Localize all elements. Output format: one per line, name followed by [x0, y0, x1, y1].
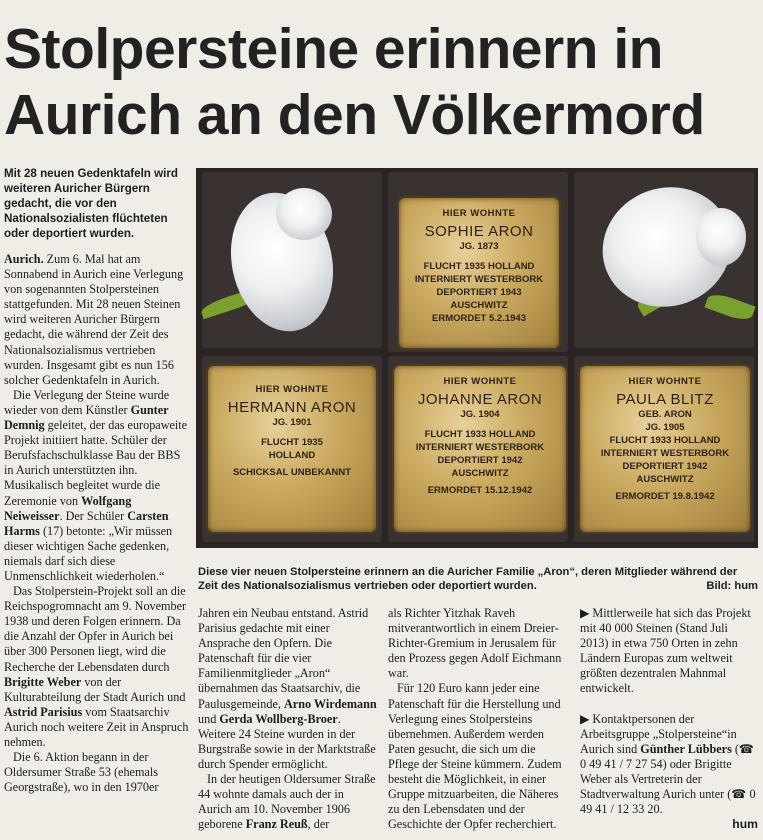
article-column-4 [580, 606, 758, 832]
stolperstein-hermann-aron: HIER WOHNTE HERMANN ARON JG. 1901 FLUCHT 1935 HOLLAND SCHICKSAL UNBEKANNT [208, 366, 376, 532]
article-paragraph: Aurich. Zum 6. Mal hat am Sonnabend in Aurich eine Verlegung von sogenannten Stolpersteinen stattgefunden. Mit 28 neuen Steinen wird weiteren Auricher Bürgern gedacht, die während der Zeit des Nationalsozialismus vertrieben wurden. Insgesamt gibt es nun 156 solcher Gedenktafeln in Aurich. [4, 252, 184, 387]
headline [4, 16, 756, 148]
article-column-3 [388, 606, 566, 832]
stolperstein-sophie-aron: HIER WOHNTE SOPHIE ARON JG. 1873 FLUCHT 1935 HOLLAND INTERNIERT WESTERBORK DEPORTIERT 1943 AUSCHWITZ ERMORDET 5.2.1943 [399, 198, 559, 348]
white-rose-right-petal [696, 208, 746, 266]
info-paragraph: ▶ Mittlerweile hat sich das Projekt mit 40 000 Steinen (Stand Juli 2013) in etwa 750 Orten in zehn Ländern Europas zum weltweit größten dezentralen Mahnmal entwickelt. [580, 606, 751, 696]
dateline: Aurich. [4, 252, 44, 266]
article-column-2 [198, 606, 380, 832]
photo-caption [198, 565, 758, 594]
article-paragraph: Die 6. Aktion begann in der Oldersumer Straße 53 (ehemals Georgstraße), wo in den 1970er [4, 750, 159, 795]
article-paragraph: Das Stolperstein-Projekt soll an die Reichspogromnacht am 9. November 1938 und deren Folgen erinnern. Da die Anzahl der Opfer in Aurich bei über 300 Personen liegt, wird die Recherche der Lebensdaten durch Brigitte Weber von der Kulturabteilung der Stadt Aurich und Astrid Parisius vom Staatsarchiv Aurich noch weitere Zeit in Anspruch nehmen. [4, 584, 189, 749]
article-paragraph: In der heutigen Oldersumer Straße 44 wohnte damals auch der in Aurich am 10. November 1906 geborene Franz Reuß, der [198, 772, 376, 832]
article-paragraph: Die Verlegung der Steine wurde wieder von dem Künstler Gunter Demnig geleitet, der das europaweite Projekt initiiert hatte. Schüler der Berufsfachschulklasse Bau der BBS in Aurich unterstützten ihn. Musikalisch begleitet wurde die Zeremonie von Wolfgang Neiweisser. Der Schüler Carsten Harms (17) betonte: „Wir müssen dieser wichtigen Sache gedenken, niemals darf sich diese Unmenschlichkeit wiederholen.“ [4, 387, 188, 583]
info-paragraph: ▶ Kontaktpersonen der Arbeitsgruppe „Stolpersteine“in Aurich sind Günther Lübbers (☎ 0 49 41 / 7 27 54) oder Brigitte Weber als Vertreterin der Stadtverwaltung Aurich unter (☎ 0 49 41 / 12 33 20. [580, 711, 756, 817]
stolperstein-johanne-aron: HIER WOHNTE JOHANNE ARON JG. 1904 FLUCHT 1933 HOLLAND INTERNIERT WESTERBORK DEPORTIERT 1942 AUSCHWITZ ERMORDET 15.12.1942 [394, 366, 566, 532]
author-signature: hum [732, 817, 758, 832]
lead-paragraph: Mit 28 neuen Gedenktafeln wird weiteren Auricher Bürgern gedacht, die vor den Nationalsozialisten flüchteten oder deportiert wurden. [4, 167, 178, 241]
article-paragraph: als Richter Yitzhak Raveh mitverantwortlich in einem Dreier-Richter-Gremium in Jerusalem für den Prozess gegen Adolf Eichmann war. [388, 606, 562, 681]
article-paragraph: Für 120 Euro kann jeder eine Patenschaft für die Herstellung und Verlegung eines Stolpersteins übernehmen. Außerdem werden Paten gesucht, die sich um die Pflege der Steine kümmern. Zudem besteht die Möglichkeit, in einer Gruppe mitzuarbeiten, die Näheres zu den Lebensdaten und der Geschichte der Opfer recherchiert. [388, 681, 562, 832]
headline-line-2: Aurich an den Völkermord [4, 83, 705, 147]
white-rose-left-petal [276, 188, 332, 240]
article-paragraph: Jahren ein Neubau entstand. Astrid Parisius gedachte mit einer Ansprache den Opfern. Die Patenschaft für die vier Familienmitglieder „Aron“ übernahmen das Staatsarchiv, die Paulusgemeinde, Arno Wirdemann und Gerda Wollberg-Broer. Weitere 24 Steine wurden in der Burgstraße sowie in der Marktstraße durch Spender ermöglicht. [198, 606, 377, 771]
article-column-1 [4, 252, 192, 795]
photo-credit: Bild: hum [706, 580, 758, 593]
stolperstein-paula-blitz: HIER WOHNTE PAULA BLITZ GEB. ARON JG. 1905 FLUCHT 1933 HOLLAND INTERNIERT WESTERBORK DEPORTIERT 1942 AUSCHWITZ ERMORDET 19.8.1942 [580, 366, 750, 532]
headline-line-1: Stolpersteine erinnern in [4, 17, 663, 81]
stolpersteine-photo [196, 168, 758, 548]
caption-text: Diese vier neuen Stolpersteine erinnern an die Auricher Familie „Aron“, deren Mitglieder während der Zeit des Nationalsozialismus vertrieben oder deportiert wurden. [198, 566, 738, 593]
